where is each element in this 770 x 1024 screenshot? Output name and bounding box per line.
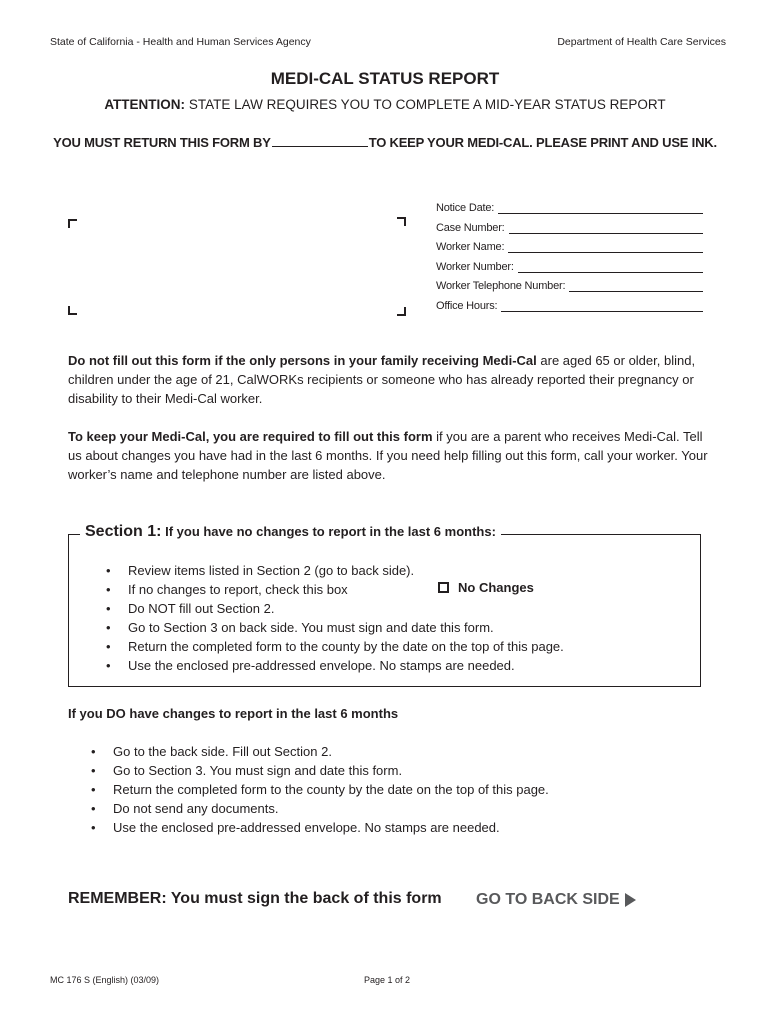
page-number: Page 1 of 2: [364, 975, 411, 985]
return-by-note: TO KEEP YOUR MEDI-CAL. PLEASE PRINT AND USE INK.: [368, 135, 717, 150]
list-item: • Go to Section 3. You must sign and date this form.: [91, 761, 549, 780]
return-date-field[interactable]: [272, 135, 368, 147]
requirement-paragraph: [68, 427, 708, 484]
list-item: • Go to the back side. Fill out Section 2.: [91, 742, 549, 761]
list-item: • Use the enclosed pre-addressed envelope. No stamps are needed.: [106, 656, 564, 675]
list-item: • Do NOT fill out Section 2.: [106, 599, 564, 618]
section1-heading: [80, 523, 501, 541]
case-number-field[interactable]: [509, 224, 703, 234]
worker-name-row: [436, 241, 703, 253]
office-hours-row: [436, 300, 703, 312]
changes-list: [91, 742, 549, 837]
notice-date-row: [436, 202, 703, 214]
list-item: • Use the enclosed pre-addressed envelope. No stamps are needed.: [91, 818, 549, 837]
no-changes-label: No Changes: [458, 580, 534, 595]
worker-telephone-row: [436, 280, 703, 292]
list-item: • Return the completed form to the county by the date on the top of this page.: [106, 637, 564, 656]
attention-text: STATE LAW REQUIRES YOU TO COMPLETE A MID-YEAR STATUS REPORT: [188, 97, 666, 112]
return-by-label: YOU MUST RETURN THIS FORM BY: [53, 135, 271, 150]
go-to-back-side: [476, 891, 636, 909]
address-corner-bottom-left: [68, 306, 77, 315]
address-corner-bottom-right: [397, 307, 406, 316]
section1-list: [106, 561, 564, 675]
list-item: • Do not send any documents.: [91, 799, 549, 818]
section1-title: Section 1:: [85, 523, 162, 540]
attention-label: ATTENTION:: [104, 97, 186, 112]
requirement-text: if you are a parent who receives Medi-Cal. Tell us about changes you have had in the last 6 months. If you need help filling out this form, call your worker. Your worker’s name and telephone number are listed above.: [68, 429, 708, 482]
eligibility-bold: Do not fill out this form if the only persons in your family receiving Medi-Cal: [68, 353, 537, 368]
worker-name-field[interactable]: [508, 243, 703, 253]
attention-line: [0, 97, 770, 112]
requirement-bold: To keep your Medi-Cal, you are required to fill out this form: [68, 429, 433, 444]
return-by-line: [0, 135, 770, 150]
notice-date-label: Notice Date:: [436, 202, 495, 214]
list-item: • Review items listed in Section 2 (go to back side).: [106, 561, 564, 580]
form-id: MC 176 S (English) (03/09): [50, 975, 160, 985]
changes-heading: If you DO have changes to report in the last 6 months: [68, 706, 399, 721]
notice-date-field[interactable]: [498, 204, 703, 214]
list-item: • Go to Section 3 on back side. You must sign and date this form.: [106, 618, 564, 637]
office-hours-field[interactable]: [501, 302, 703, 312]
address-corner-top-right: [397, 217, 406, 226]
case-number-label: Case Number:: [436, 222, 505, 234]
worker-telephone-field[interactable]: [569, 282, 703, 292]
worker-name-label: Worker Name:: [436, 241, 505, 253]
worker-number-row: [436, 261, 703, 273]
list-item: • Return the completed form to the county by the date on the top of this page.: [91, 780, 549, 799]
eligibility-text: are aged 65 or older, blind, children under the age of 21, CalWORKs recipients or someone who has already reported their pregnancy or disability to their Medi-Cal worker.: [68, 353, 696, 406]
agency-header: State of California - Health and Human Services Agency: [50, 36, 311, 48]
go-back-label: GO TO BACK SIDE: [476, 891, 620, 908]
play-arrow-icon: [625, 893, 636, 907]
case-number-row: [436, 222, 703, 234]
section1-subtitle: If you have no changes to report in the last 6 months:: [165, 524, 496, 539]
no-changes-checkbox[interactable]: [438, 582, 449, 593]
eligibility-paragraph: [68, 351, 708, 408]
department-header: Department of Health Care Services: [557, 36, 726, 48]
list-item: • If no changes to report, check this box: [106, 580, 564, 599]
worker-telephone-label: Worker Telephone Number:: [436, 280, 566, 292]
worker-number-field[interactable]: [518, 263, 703, 273]
no-changes-option[interactable]: [438, 580, 534, 595]
form-title: MEDI-CAL STATUS REPORT: [270, 69, 500, 88]
office-hours-label: Office Hours:: [436, 300, 498, 312]
worker-number-label: Worker Number:: [436, 261, 514, 273]
address-corner-top-left: [68, 219, 77, 228]
remember-note: REMEMBER: You must sign the back of this form: [68, 890, 442, 907]
